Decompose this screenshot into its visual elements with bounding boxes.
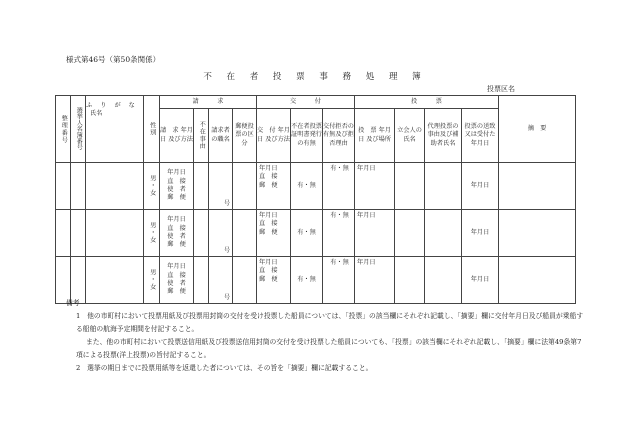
notes-heading: 備考: [66, 299, 80, 307]
cell-seikyu-date[interactable]: 年月日 直 接 使 者 郵 便: [160, 210, 194, 257]
header-seikyu: 請 求: [160, 96, 257, 109]
header-seibetsu: 性別: [144, 96, 160, 163]
document-title: 不 在 者 投 票 事 務 処 理 簿: [203, 72, 427, 82]
header-soshu: 投票の送致又は受付た年月日: [462, 109, 499, 163]
cell-dairi[interactable]: [425, 210, 462, 257]
cell-meibo[interactable]: [71, 163, 86, 210]
cell-tohyo-date[interactable]: 年月日: [355, 257, 395, 304]
note-item-2: 2 選挙の期日までに投票用紙等を返還した者については、その旨を「摘要」欄に記載すること。: [76, 363, 373, 372]
cell-shomeisho[interactable]: 有・無: [291, 163, 323, 210]
cell-sex[interactable]: 男・女: [144, 257, 160, 304]
cell-shomeisho[interactable]: 有・無: [291, 257, 323, 304]
cell-shomeisho[interactable]: 有・無: [291, 210, 323, 257]
header-seiri: 整理番号: [56, 96, 71, 163]
cell-seiri[interactable]: [56, 210, 71, 257]
cell-kofu-kyohi[interactable]: 有・無: [323, 257, 355, 304]
cell-yubin[interactable]: [233, 163, 257, 210]
cell-name[interactable]: [86, 163, 144, 210]
header-kofu-kyohi: 交付拒否の有無及び拒否理由: [323, 109, 355, 163]
header-tohyo-date: 投 票 年月日 及び場所: [355, 109, 395, 163]
cell-seikyu-date[interactable]: 年月日 直 接 使 者 郵 便: [160, 257, 194, 304]
cell-sex[interactable]: 男・女: [144, 163, 160, 210]
cell-kofu-kyohi[interactable]: 有・無: [323, 163, 355, 210]
cell-tekiyo[interactable]: [499, 210, 576, 257]
cell-soshu[interactable]: 年月日: [462, 210, 499, 257]
header-kofu-date: 交 付 年月日 及び方法: [257, 109, 291, 163]
cell-meibo[interactable]: [71, 210, 86, 257]
header-shomeisho: 不在者投票証明書発行の有無: [291, 109, 323, 163]
header-tekiyo: 摘 要: [499, 96, 576, 163]
cell-dairi[interactable]: [425, 163, 462, 210]
notes-section: [66, 297, 586, 374]
cell-kofu-date[interactable]: 年月日 直 接 郵 便: [257, 257, 291, 304]
district-label: 投票区名: [487, 85, 515, 93]
cell-seikyusha[interactable]: 号: [209, 257, 233, 304]
cell-yubin[interactable]: [233, 210, 257, 257]
cell-tachiainin[interactable]: [395, 163, 425, 210]
cell-sex[interactable]: 男・女: [144, 210, 160, 257]
note-item-1b: また、他の市町村において投票送信用紙及び投票送信用封筒の交付を受け投票した船員についても、「投票」の該当欄にそれぞれ記載し、「摘要」欄に法第49条第7項による投票(洋上投票)の旨付記すること。: [76, 337, 582, 359]
cell-tekiyo[interactable]: [499, 163, 576, 210]
cell-soshu[interactable]: 年月日: [462, 257, 499, 304]
cell-seikyu-date[interactable]: 年月日 直 接 使 者 郵 便: [160, 163, 194, 210]
form-number: 様式第46号（第50条関係）: [66, 55, 161, 64]
cell-tohyo-date[interactable]: 年月日: [355, 163, 395, 210]
cell-tohyo-date[interactable]: 年月日: [355, 210, 395, 257]
cell-fuzai-jiyu[interactable]: [194, 163, 209, 210]
header-meibo: 選挙人名簿番号: [71, 96, 86, 163]
cell-seiri[interactable]: [56, 163, 71, 210]
header-tohyo: 投 票: [355, 96, 499, 109]
cell-kofu-date[interactable]: 年月日 直 接 郵 便: [257, 163, 291, 210]
header-kofu: 交 付: [257, 96, 355, 109]
cell-soshu[interactable]: 年月日: [462, 163, 499, 210]
cell-seikyusha[interactable]: 号: [209, 210, 233, 257]
header-furigana: ふりがな 氏名: [86, 96, 144, 163]
table-row: [56, 210, 576, 257]
cell-tachiainin[interactable]: [395, 210, 425, 257]
cell-fuzai-jiyu[interactable]: [194, 210, 209, 257]
header-tachiainin: 立会人の氏名: [395, 109, 425, 163]
cell-name[interactable]: [86, 210, 144, 257]
header-fuzai-jiyu: 不在事由: [194, 109, 209, 163]
header-dairi: 代理投票の事由及び補助者氏名: [425, 109, 462, 163]
header-seikyusha: 請求者の職名: [209, 109, 233, 163]
header-yubin: 郵便投票の区分: [233, 109, 257, 163]
register-table: [55, 95, 576, 304]
header-seikyu-date: 請 求 年月日 及び方法: [160, 109, 194, 163]
cell-kofu-date[interactable]: 年月日 直 接 郵 便: [257, 210, 291, 257]
note-item-1: 1 他の市町村において投票用紙及び投票用封筒の交付を受け投票した船員については、「投票」の該当欄にそれぞれ記載し、「摘要」欄に交付年月日及び船員が乗船する船舶の航海予定期間を付記すること。: [76, 311, 584, 333]
table-row: [56, 163, 576, 210]
cell-seikyusha[interactable]: 号: [209, 163, 233, 210]
cell-kofu-kyohi[interactable]: 有・無: [323, 210, 355, 257]
